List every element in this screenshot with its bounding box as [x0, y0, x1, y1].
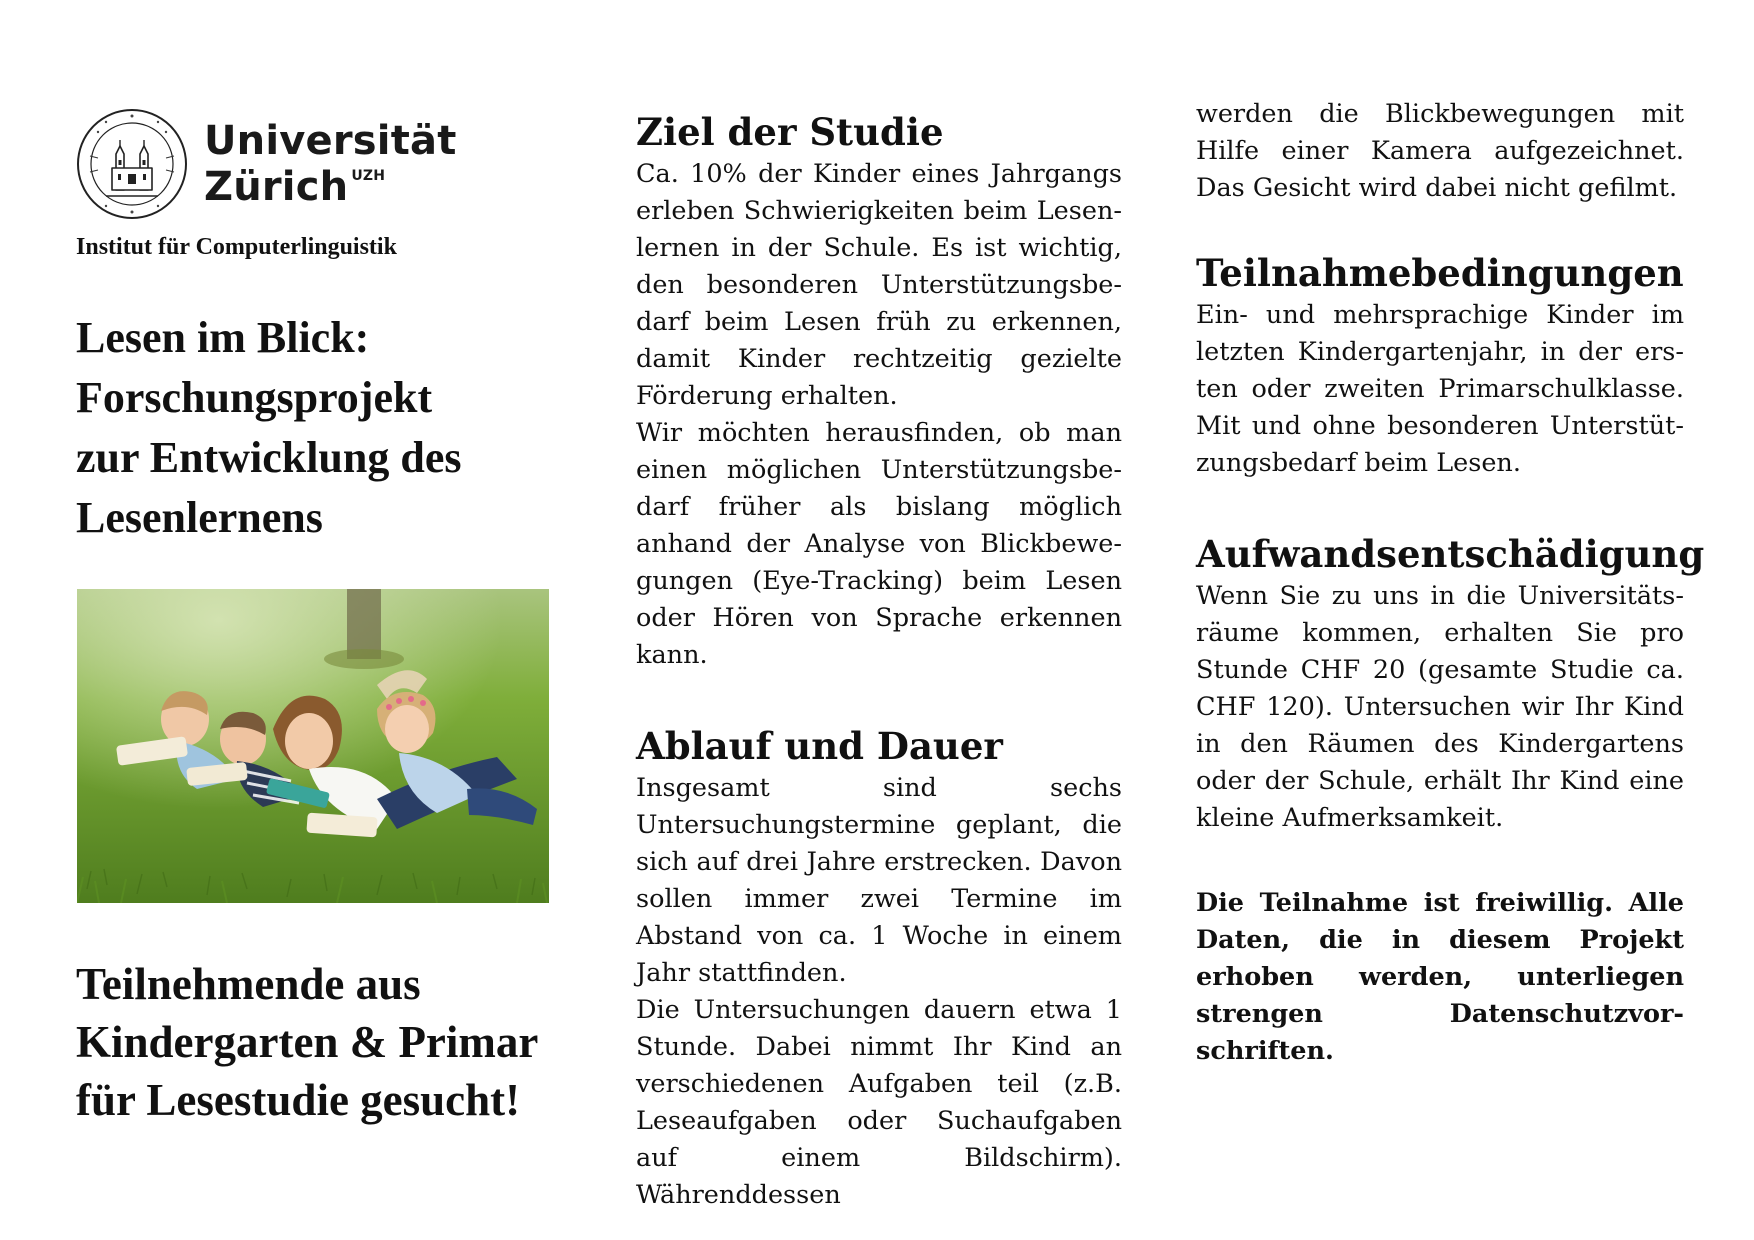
ablauf-paragraph-3: werden die Blickbewegungen mit Hilfe einer Kamera aufgezeichnet. Das Gesicht wird dabei nicht gefilmt.	[1196, 99, 1684, 203]
heading-ziel: Ziel der Studie	[636, 110, 944, 154]
callout-line-3: für Lesestudie gesucht!	[76, 1075, 521, 1125]
column-right	[1196, 99, 1705, 1070]
teilnahme-paragraph: Ein- und mehrsprachige Kinder im letzten Kindergartenjahr, in der ersten oder zweiten Primarschulklasse. Mit und ohne besonderen Unterstützungsbedarf beim Lesen.	[1196, 300, 1684, 478]
ziel-paragraph-1: Ca. 10% der Kinder eines Jahrgangs erleben Schwierigkeiten beim Lesenlernen in der Schule. Es ist wichtig, den besonderen Unterstützungsbedarf beim Lesen früh zu erkennen, damit Kinder rechtzeitig gezielte Förderung erhalten.	[636, 159, 1122, 411]
university-name-line2: Zürich	[204, 164, 349, 210]
title-line-3: zur Entwicklung des	[76, 433, 462, 482]
ablauf-paragraph-1: Insgesamt sind sechs Untersuchungstermine geplant, die sich auf drei Jahre erstrecken. Davon sollen immer zwei Termine im Abstand von ca. 1 Woche in einem Jahr stattfinden.	[636, 773, 1122, 988]
university-seal-icon	[76, 108, 188, 220]
aufwand-paragraph: Wenn Sie zu uns in die Universitätsräume kommen, erhalten Sie pro Stunde CHF 20 (gesamte Studie ca. CHF 120). Untersuchen wir Ihr Kind in den Räumen des Kindergartens oder der Schule, erhält Ihr Kind eine kleine Aufmerksamkeit.	[1196, 581, 1684, 833]
university-name-line1: Universität	[204, 118, 457, 164]
title-line-4: Lesenlernens	[76, 493, 323, 542]
page-title	[76, 308, 576, 548]
institute-name: Institut für Computerlinguistik	[76, 234, 397, 260]
heading-teilnahme: Teilnahmebedingungen	[1196, 251, 1684, 295]
children-reading-on-grass-photo	[77, 589, 549, 903]
ablauf-paragraph-2: Die Untersuchungen dauern etwa 1 Stunde. Dabei nimmt Ihr Kind an verschiedenen Aufgaben teil (z.B. Leseaufgaben oder Suchaufgaben auf einem Bildschirm). Währenddessen	[636, 995, 1122, 1210]
title-line-2: Forschungsprojekt	[76, 373, 433, 422]
ziel-paragraph-2: Wir möchten herausfinden, ob man einen möglichen Unterstützungsbedarf früher als bislang möglich anhand der Analyse von Blickbewegungen (Eye-Tracking) beim Lesen oder Hören von Sprache erkennen kann.	[636, 418, 1122, 670]
column-middle	[636, 108, 1122, 1214]
privacy-notice: Die Teilnahme ist freiwillig. Alle Daten, die in diesem Projekt erhoben werden, unterliegen strengen Datenschutzvorschriften.	[1196, 888, 1684, 1066]
university-abbrev: UZH	[351, 168, 386, 184]
university-name	[204, 118, 457, 219]
heading-ablauf: Ablauf und Dauer	[636, 724, 1003, 768]
heading-aufwand: Aufwandsentschädigung	[1196, 532, 1705, 576]
title-line-1: Lesen im Blick:	[76, 313, 370, 362]
callout-line-1: Teilnehmende aus	[76, 959, 421, 1009]
recruitment-callout	[76, 955, 596, 1129]
callout-line-2: Kindergarten & Primar	[76, 1017, 539, 1067]
